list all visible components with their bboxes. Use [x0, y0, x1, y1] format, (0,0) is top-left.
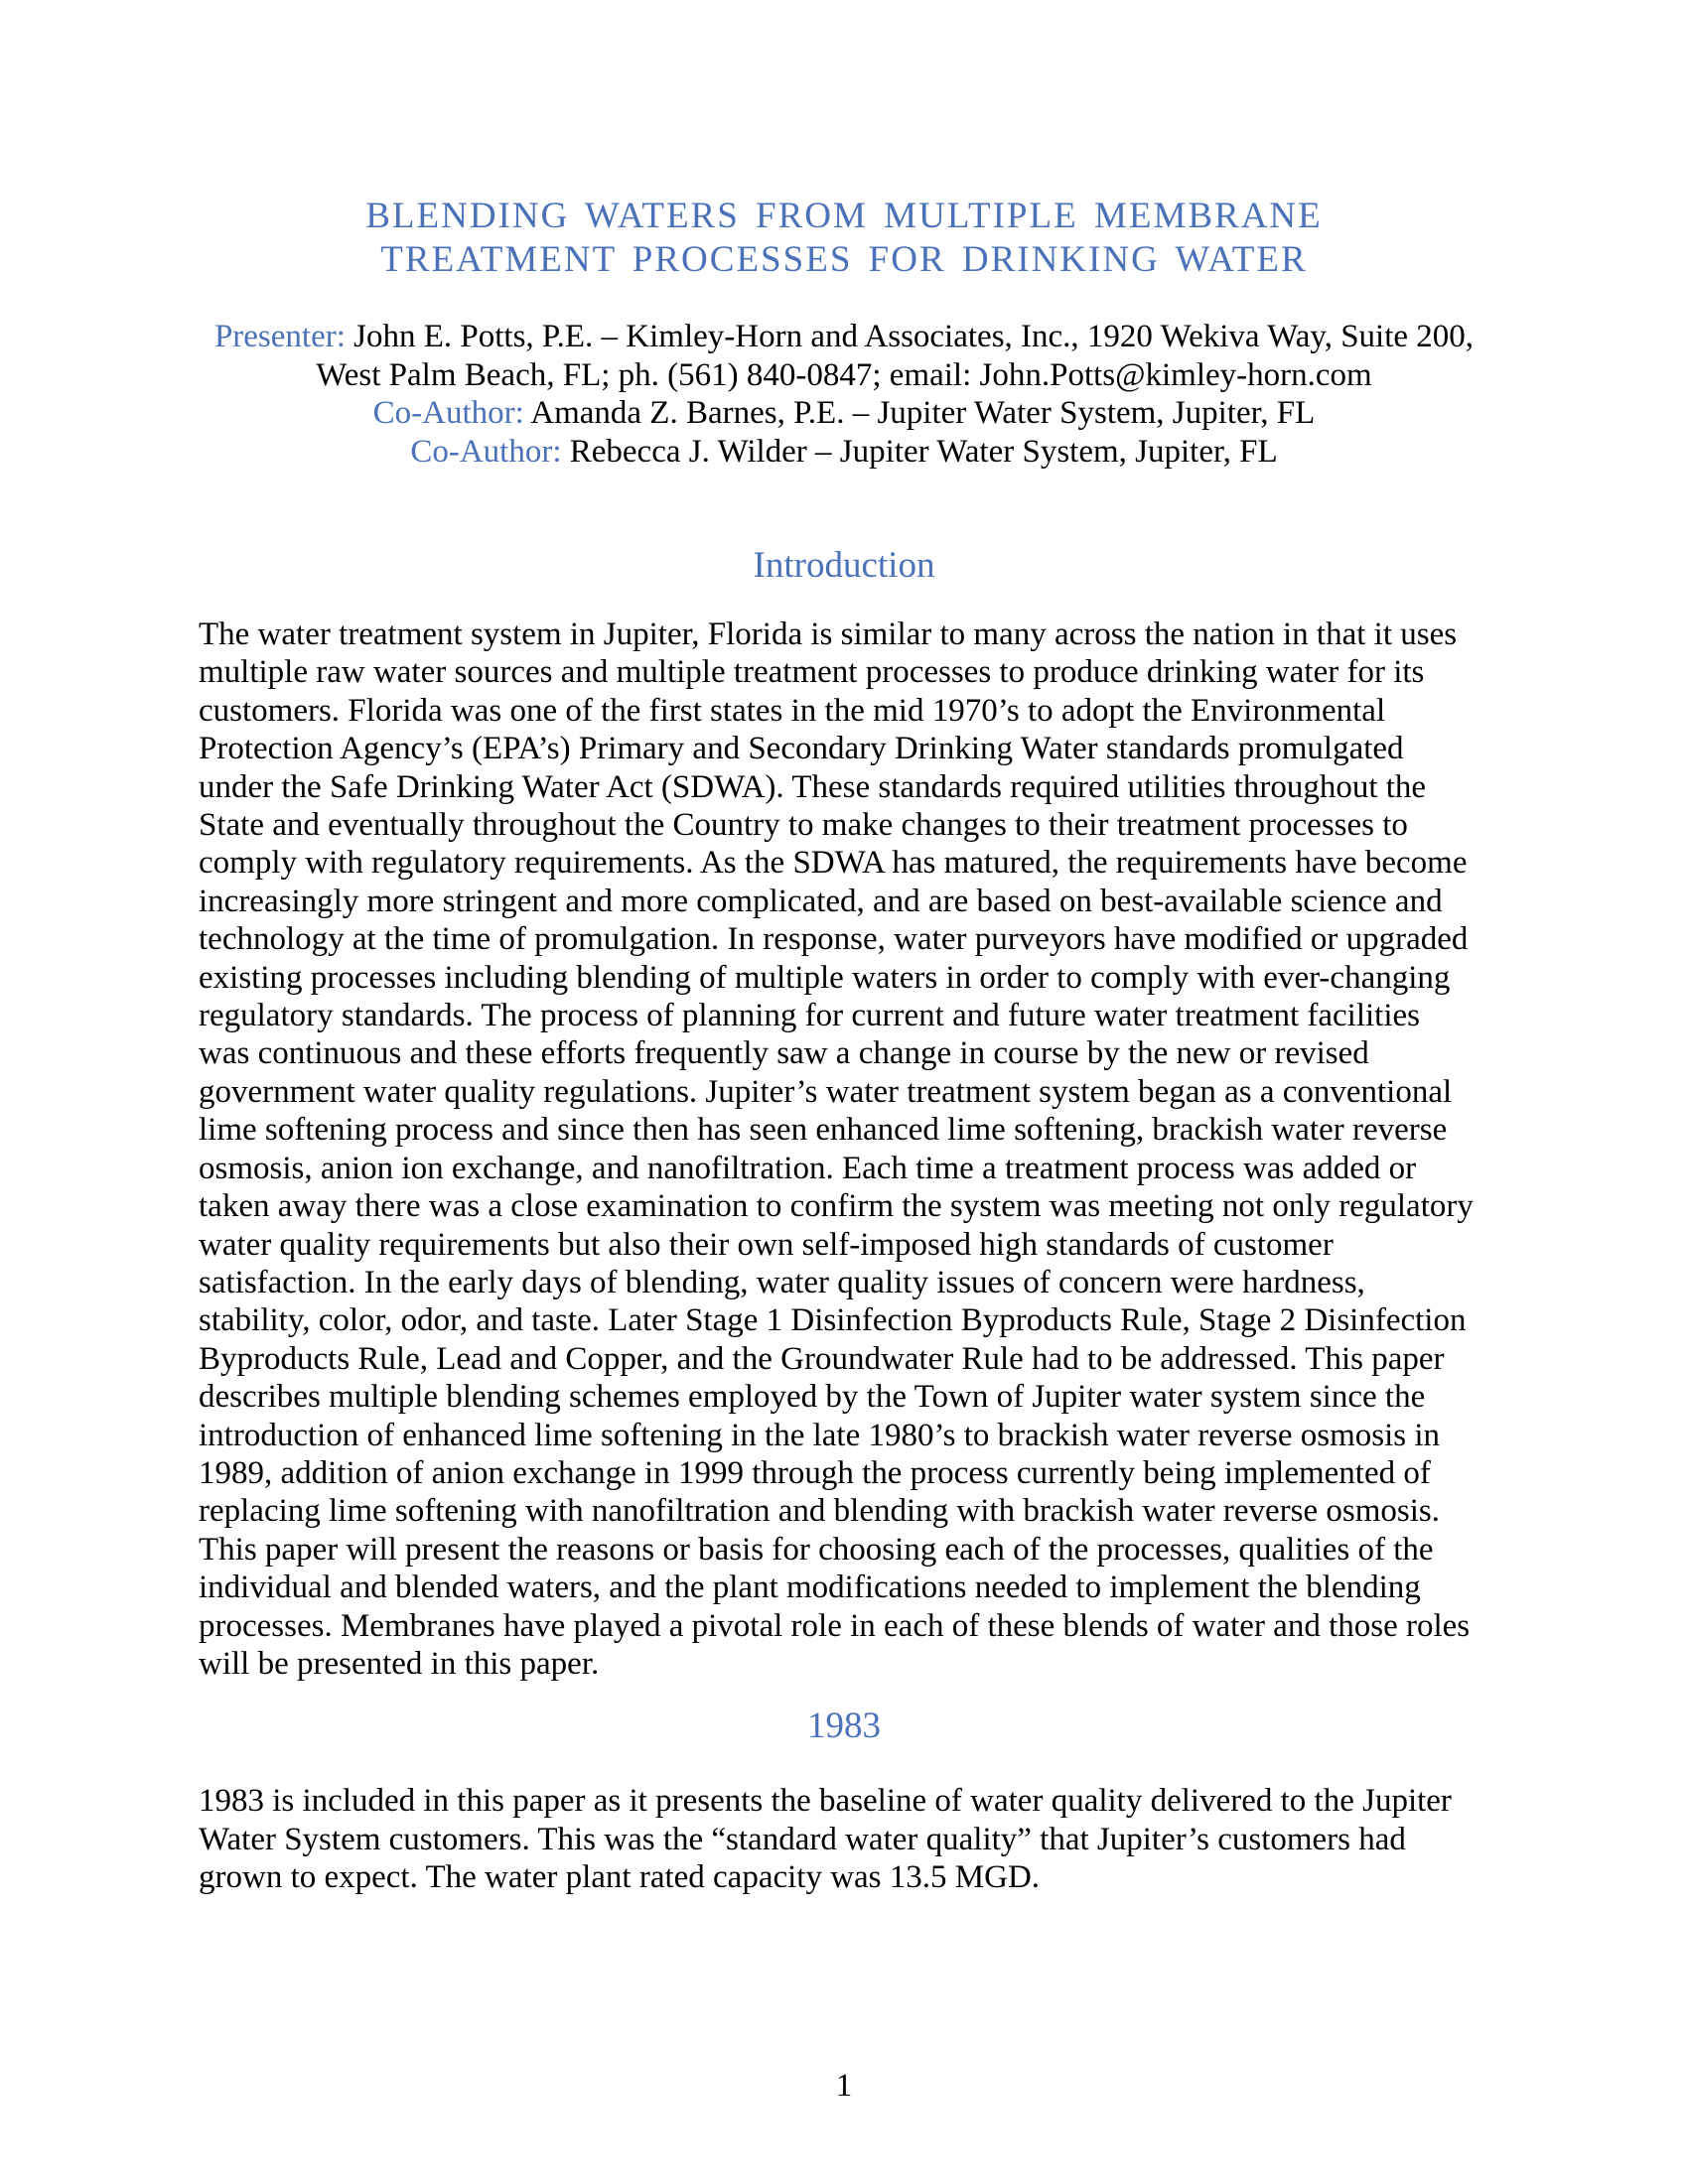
introduction-paragraph — [199, 615, 1489, 1683]
paragraph-line: processes. Membranes have played a pivotal role in each of these blends of water and those roles — [199, 1607, 1471, 1644]
paragraph-line: introduction of enhanced lime softening in the late 1980’s to brackish water reverse osmosis in — [199, 1417, 1441, 1453]
section-heading-1983: 1983 — [807, 1706, 881, 1747]
paragraph-line: Water System customers. This was the “standard water quality” that Jupiter’s customers had — [199, 1821, 1406, 1857]
paragraph-line: replacing lime softening with nanofiltration and blending with brackish water reverse osmosis. — [199, 1493, 1441, 1530]
section-heading-introduction: Introduction — [753, 545, 935, 586]
paragraph-line: comply with regulatory requirements. As the SDWA has matured, the requirements have become — [199, 845, 1468, 882]
author-text: Rebecca J. Wilder – Jupiter Water System, Jupiter, FL — [569, 433, 1278, 470]
section-1983-paragraph — [199, 1782, 1489, 1896]
title-line-1: BLENDING WATERS FROM MULTIPLE MEMBRANE — [365, 196, 1323, 236]
paragraph-line: 1989, addition of anion exchange in 1999 through the process currently being implemented of — [199, 1454, 1431, 1491]
paragraph-line: osmosis, anion ion exchange, and nanofiltration. Each time a treatment process was added or — [199, 1150, 1417, 1186]
document-title — [199, 195, 1489, 282]
paragraph-line: under the Safe Drinking Water Act (SDWA). These standards required utilities throughout the — [199, 768, 1427, 805]
paragraph-line: State and eventually throughout the Country to make changes to their treatment processes to — [199, 807, 1408, 844]
author-text: West Palm Beach, FL; ph. (561) 840-0847; email: John.Potts@kimley-horn.com — [316, 356, 1372, 393]
paragraph-line: 1983 is included in this paper as it presents the baseline of water quality delivered to the Jupiter — [199, 1783, 1452, 1820]
paragraph-line: individual and blended waters, and the plant modifications needed to implement the blending — [199, 1570, 1421, 1606]
author-role-label: Presenter: — [213, 319, 346, 354]
author-role-label: Co-Author: — [410, 433, 562, 470]
paragraph-line: was continuous and these efforts frequently saw a change in course by the new or revised — [199, 1035, 1369, 1072]
paragraph-line: This paper will present the reasons or basis for choosing each of the processes, qualities of the — [199, 1531, 1434, 1568]
author-line — [199, 356, 1489, 395]
paragraph-line: technology at the time of promulgation. In response, water purveyors have modified or upgraded — [199, 921, 1469, 958]
paragraph-line: describes multiple blending schemes employed by the Town of Jupiter water system since the — [199, 1379, 1426, 1416]
paragraph-line: satisfaction. In the early days of blending, water quality issues of concern were hardness, — [199, 1264, 1365, 1300]
title-line-2: TREATMENT PROCESSES FOR DRINKING WATER — [380, 239, 1308, 280]
author-block — [199, 318, 1489, 471]
paragraph-line: Byproducts Rule, Lead and Copper, and the Groundwater Rule had to be addressed. This paper — [199, 1340, 1445, 1377]
page-number: 1 — [835, 2068, 853, 2104]
paragraph-line: regulatory standards. The process of planning for current and future water treatment facilities — [199, 998, 1421, 1034]
paragraph-line: lime softening process and since then has seen enhanced lime softening, brackish water reverse — [199, 1112, 1448, 1149]
paragraph-line: will be presented in this paper. — [199, 1645, 600, 1682]
paragraph-line: increasingly more stringent and more complicated, and are based on best-available science and — [199, 883, 1443, 919]
author-line — [199, 394, 1489, 433]
paragraph-line: grown to expect. The water plant rated capacity was 13.5 MGD. — [199, 1859, 1041, 1896]
paragraph-line: Protection Agency’s (EPA’s) Primary and Secondary Drinking Water standards promulgated — [199, 731, 1404, 767]
author-text: John E. Potts, P.E. – Kimley-Horn and Associates, Inc., 1920 Wekiva Way, Suite 200, — [353, 319, 1475, 354]
author-line — [199, 433, 1489, 472]
paragraph-line: water quality requirements but also their own self-imposed high standards of customer — [199, 1226, 1334, 1263]
paragraph-line: taken away there was a close examination to confirm the system was meeting not only regulatory — [199, 1188, 1474, 1225]
author-text: Amanda Z. Barnes, P.E. – Jupiter Water System, Jupiter, FL — [530, 395, 1316, 431]
paragraph-line: customers. Florida was one of the first states in the mid 1970’s to adopt the Environmental — [199, 692, 1386, 729]
paragraph-line: stability, color, odor, and taste. Later Stage 1 Disinfection Byproducts Rule, Stage 2 Disinfection — [199, 1302, 1467, 1339]
paragraph-line: multiple raw water sources and multiple treatment processes to produce drinking water for its — [199, 654, 1425, 691]
author-line — [199, 318, 1489, 356]
author-role-label: Co-Author: — [372, 395, 524, 431]
paragraph-line: government water quality regulations. Jupiter’s water treatment system began as a conventional — [199, 1073, 1453, 1110]
paragraph-line: existing processes including blending of multiple waters in order to comply with ever-changing — [199, 959, 1451, 996]
paragraph-line: The water treatment system in Jupiter, Florida is similar to many across the nation in that it uses — [199, 616, 1458, 652]
